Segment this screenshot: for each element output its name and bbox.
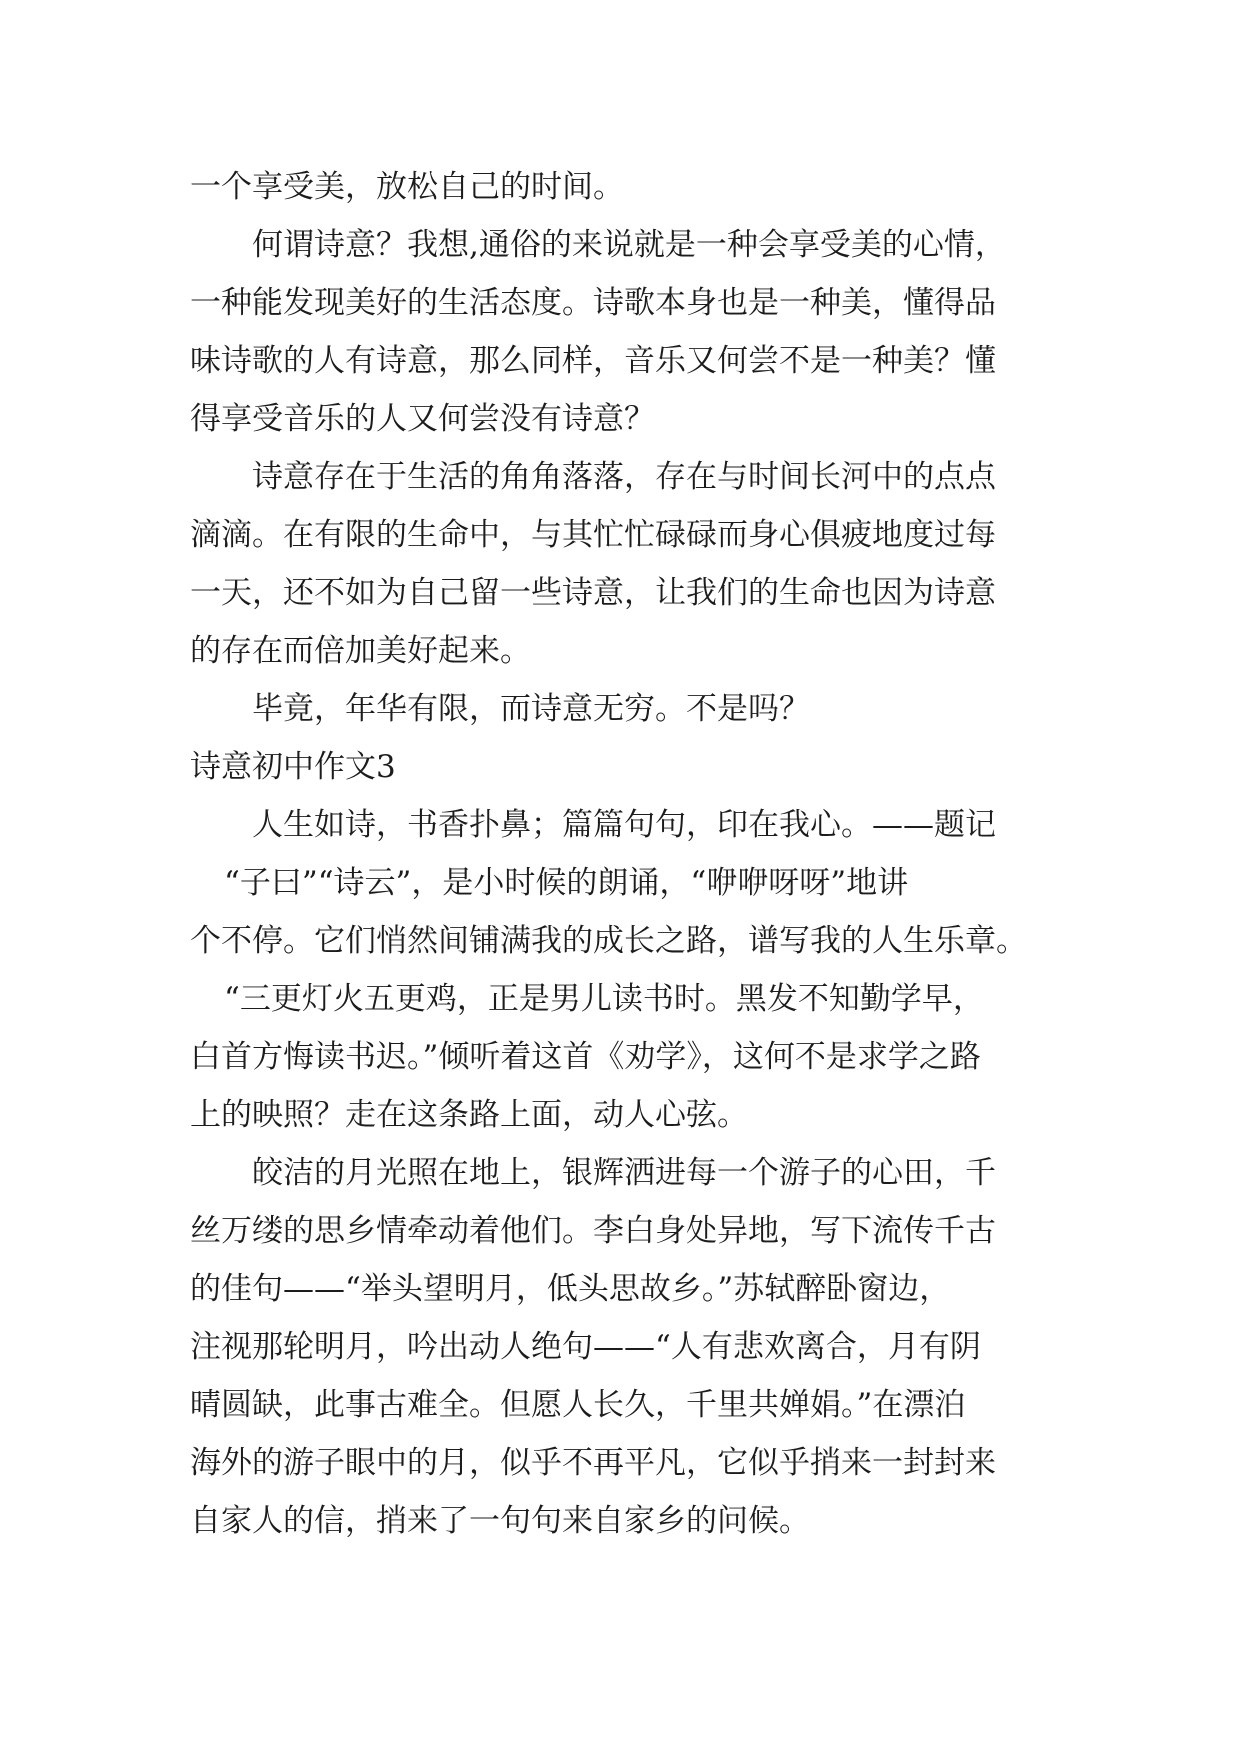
paragraph-first-line: 诗意存在于生活的角角落落，存在与时间长河中的点点 [252, 459, 996, 495]
paragraph-first-line: “三更灯火五更鸡，正是男儿读书时。黑发不知勤学早， [224, 981, 984, 1017]
text-line: 的佳句——“举头望明月，低头思故乡。”苏轼醉卧窗边， [190, 1271, 951, 1307]
text-line: 一天，还不如为自己留一些诗意，让我们的生命也因为诗意 [190, 575, 996, 611]
text-line: 的存在而倍加美好起来。 [190, 633, 531, 669]
paragraph-first-line: 皎洁的月光照在地上，银辉洒进每一个游子的心田，千 [252, 1155, 996, 1191]
paragraph-first-line: 毕竟，年华有限，而诗意无穷。不是吗？ [252, 691, 810, 727]
text-line: 味诗歌的人有诗意，那么同样，音乐又何尝不是一种美？懂 [190, 343, 996, 379]
text-line: 滴滴。在有限的生命中，与其忙忙碌碌而身心俱疲地度过每 [190, 517, 996, 553]
text-line: 一种能发现美好的生活态度。诗歌本身也是一种美，懂得品 [190, 285, 996, 321]
text-line: 得享受音乐的人又何尝没有诗意？ [190, 401, 655, 437]
text-line: 个不停。它们悄然间铺满我的成长之路，谱写我的人生乐章。 [190, 923, 1027, 959]
paragraph-first-line: “子曰”“诗云”，是小时候的朗诵，“咿咿呀呀”地讲 [224, 865, 909, 901]
text-line: 上的映照？走在这条路上面，动人心弦。 [190, 1097, 748, 1133]
body-text [190, 158, 1070, 1550]
section-heading: 诗意初中作文3 [190, 749, 396, 785]
text-line: 晴圆缺，此事古难全。但愿人长久，千里共婵娟。”在漂泊 [190, 1387, 966, 1423]
paragraph-first-line: 何谓诗意？我想,通俗的来说就是一种会享受美的心情， [252, 227, 1006, 263]
text-line: 注视那轮明月，吟出动人绝句——“人有悲欢离合，月有阴 [190, 1329, 981, 1365]
text-line: 丝万缕的思乡情牵动着他们。李白身处异地，写下流传千古 [190, 1213, 996, 1249]
text-line: 一个享受美，放松自己的时间。 [190, 169, 624, 205]
text-line: 自家人的信，捎来了一句句来自家乡的问候。 [190, 1503, 810, 1539]
epigraph: 人生如诗，书香扑鼻；篇篇句句，印在我心。——题记 [252, 807, 996, 843]
text-line: 白首方悔读书迟。”倾听着这首《劝学》，这何不是求学之路 [190, 1039, 981, 1075]
text-line: 海外的游子眼中的月，似乎不再平凡，它似乎捎来一封封来 [190, 1445, 996, 1481]
